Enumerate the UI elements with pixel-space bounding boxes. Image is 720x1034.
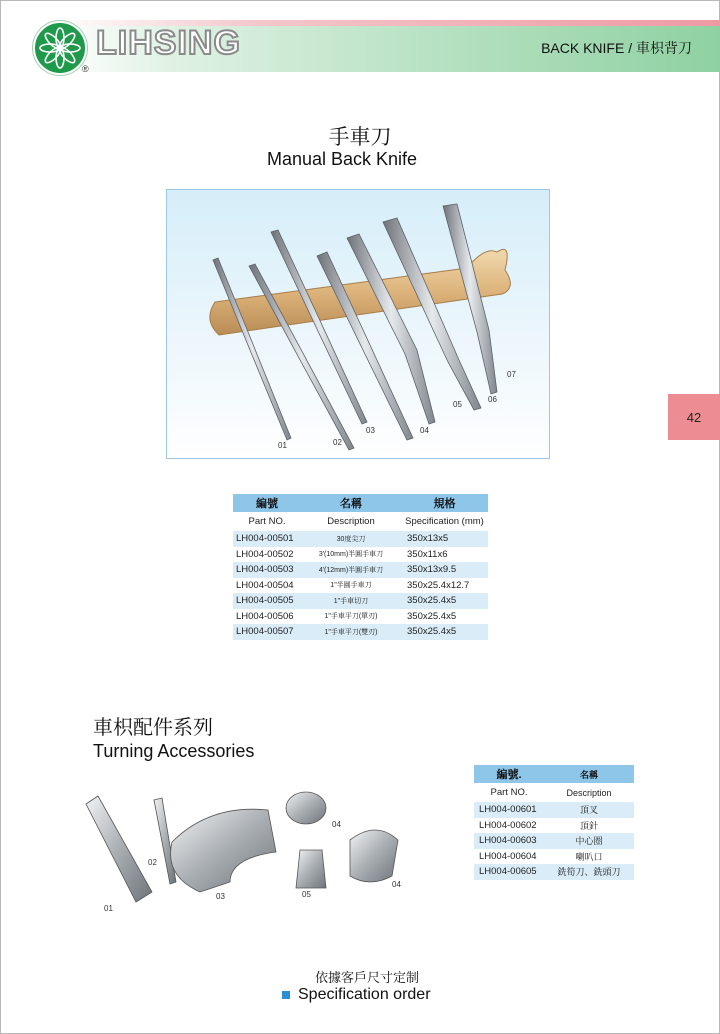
square-bullet-icon [282, 991, 290, 999]
page-header-title: BACK KNIFE / 車枳背刀 [541, 40, 692, 56]
part-number: LH004-00602 [479, 819, 537, 831]
table-row [233, 547, 488, 563]
back-knife-table [233, 494, 488, 640]
header-description-en: Description [327, 516, 375, 527]
section-title-zh: 手車刀 [328, 126, 392, 149]
table-row [474, 802, 634, 818]
footer-note-en: Specification order [298, 986, 431, 1003]
acc-label-04b: 04 [392, 880, 401, 889]
part-number: LH004-00507 [236, 626, 294, 638]
table-row [233, 624, 488, 640]
photo-label-07: 07 [507, 370, 516, 379]
logo-flower-icon [33, 21, 87, 75]
table-header-row [233, 494, 488, 512]
flower-icon [35, 23, 85, 73]
header-specification-en: Specification (mm) [405, 516, 484, 527]
acc-label-04a: 04 [332, 820, 341, 829]
table-row [474, 849, 634, 865]
header-part-no-en: Part NO. [490, 787, 528, 798]
photo-label-03: 03 [366, 426, 375, 435]
photo-label-02: 02 [333, 438, 342, 447]
table-row [474, 833, 634, 849]
description: 銑筍刀、銑頭刀 [557, 867, 621, 878]
accessories-title-zh: 車枳配件系列 [93, 717, 213, 739]
specification: 350x13x9.5 [407, 564, 457, 576]
specification: 350x25.4x5 [407, 595, 457, 607]
table-row [233, 578, 488, 594]
header-part-no-zh: 編號. [496, 769, 522, 781]
acc-label-03: 03 [216, 892, 225, 901]
part-number: LH004-00605 [479, 866, 537, 878]
page-number: 42 [686, 409, 702, 425]
description: 4'(12mm)半圓手車刀 [318, 566, 384, 574]
brand-logo-text: LIHSING [96, 24, 241, 62]
description: 30度尖刀 [336, 535, 366, 543]
header-description-zh: 名稱 [340, 498, 362, 510]
description: 中心圈 [575, 836, 603, 847]
table-row [233, 562, 488, 578]
part-number: LH004-00501 [236, 533, 294, 545]
header-specification-zh: 規格 [433, 498, 456, 510]
photo-label-04: 04 [420, 426, 429, 435]
photo-label-01: 01 [278, 441, 287, 450]
specification: 350x25.4x5 [407, 610, 457, 622]
page-number-tab [668, 394, 720, 440]
table-header-row [474, 765, 634, 783]
description: 1"手車平刀(雙刃) [324, 628, 378, 636]
part-number: LH004-00502 [236, 548, 294, 560]
description: 喇叭口 [575, 851, 603, 862]
part-number: LH004-00603 [479, 835, 537, 847]
part-number: LH004-00504 [236, 579, 294, 591]
table-subheader-row [233, 512, 488, 531]
turning-accessories-photo [80, 780, 410, 920]
part-number: LH004-00505 [236, 595, 294, 607]
table-row [474, 864, 634, 880]
header-part-no-zh: 編號 [256, 498, 278, 510]
specification: 350x25.4x5 [407, 626, 457, 638]
photo-label-05: 05 [453, 400, 462, 409]
header-description-en: Description [566, 787, 612, 798]
description: 頂叉 [579, 805, 598, 816]
part-number: LH004-00604 [479, 850, 537, 862]
specification: 350x11x6 [407, 548, 448, 560]
table-row [233, 593, 488, 609]
table-row [233, 609, 488, 625]
header-part-no-en: Part NO. [248, 516, 286, 527]
footer-note [282, 986, 431, 1004]
knife-illustration [167, 190, 550, 459]
accessories-illustration [80, 780, 410, 920]
back-knife-photo [166, 189, 550, 459]
description: 1"手車切刀 [333, 597, 369, 605]
header-description-zh: 名稱 [579, 769, 598, 780]
table-row [474, 818, 634, 834]
registered-mark: ® [82, 64, 89, 74]
photo-label-06: 06 [488, 395, 497, 404]
table-subheader-row [474, 783, 634, 802]
accessories-table [474, 765, 634, 880]
accessories-title-en: Turning Accessories [93, 741, 255, 761]
footer-note-zh: 依據客戶尺寸定制 [314, 970, 419, 985]
acc-label-01: 01 [104, 904, 113, 913]
description: 1"半圓手車刀 [330, 582, 372, 590]
acc-label-05: 05 [302, 890, 311, 899]
description: 頂針 [579, 820, 598, 831]
part-number: LH004-00601 [479, 804, 537, 816]
specification: 350x13x5 [407, 533, 449, 545]
acc-label-02: 02 [148, 858, 157, 867]
part-number: LH004-00503 [236, 564, 294, 576]
description: 3'(10mm)半圓手車刀 [318, 551, 384, 559]
description: 1"手車平刀(單刃) [324, 613, 378, 621]
table-row [233, 531, 488, 547]
section-title-en: Manual Back Knife [266, 149, 418, 169]
specification: 350x25.4x12.7 [407, 579, 470, 591]
part-number: LH004-00506 [236, 610, 294, 622]
